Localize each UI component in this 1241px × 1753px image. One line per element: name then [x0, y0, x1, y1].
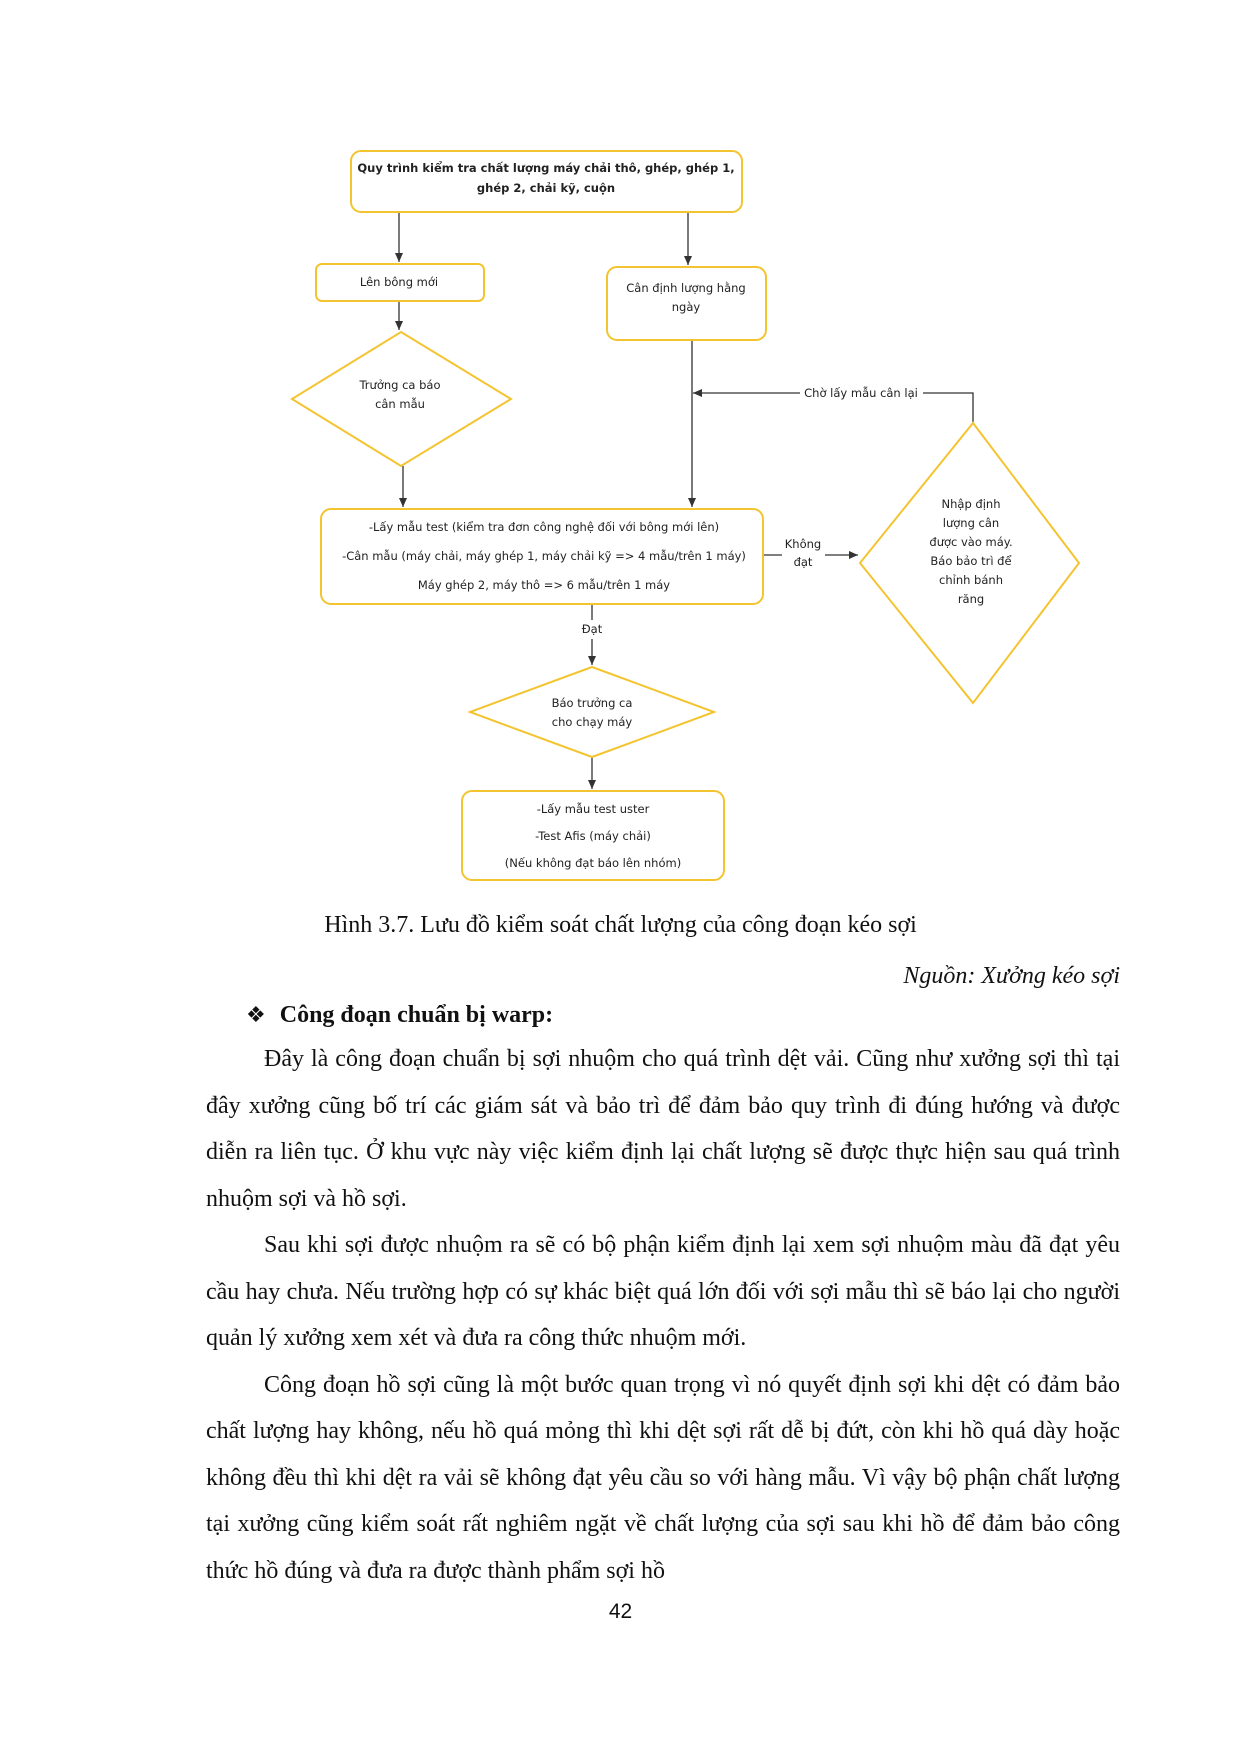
bottom-diamond-line-2: cho chạy máy	[551, 715, 633, 729]
retry-label: Chờ lấy mẫu cân lại	[804, 386, 918, 400]
bottom-diamond-line-1: Báo trưởng ca	[551, 696, 633, 710]
right-box-line-2: ngày	[671, 300, 701, 314]
left-diamond-line-2: cân mẫu	[375, 397, 425, 411]
fail-label-line-1: Không	[784, 537, 822, 551]
section-heading	[246, 1002, 553, 1029]
figure-source: Nguồn: Xưởng kéo sợi	[903, 963, 1120, 989]
right-diamond-line-6: răng	[957, 592, 985, 606]
section-heading-text: Công đoạn chuẩn bị warp:	[279, 1002, 554, 1028]
diamond-bullet-icon: ❖	[246, 1003, 266, 1028]
right-diamond-line-4: Báo bảo trì để	[930, 554, 1012, 568]
right-box-line-1: Cân định lượng hằng	[626, 281, 746, 295]
bottom-diamond	[470, 667, 714, 757]
paragraph: Sau khi sợi được nhuộm ra sẽ có bộ phận kiểm định lại xem sợi nhuộm màu đã đạt yêu cầu hay chưa. Nếu trường hợp có sự khác biệt quá lớn đối với sợi mẫu thì sẽ báo lại cho người quản lý xưởng xem xét và đưa ra công thức nhuộm mới.	[206, 1232, 1120, 1351]
test-box-line-1: -Lấy mẫu test (kiểm tra đơn công nghệ đối với bông mới lên)	[368, 520, 720, 534]
page-number: 42	[608, 1600, 633, 1623]
paragraph: Đây là công đoạn chuẩn bị sợi nhuộm cho quá trình dệt vải. Cũng như xưởng sợi thì tại đây xưởng cũng bố trí các giám sát và bảo trì để đảm bảo quy trình đi đúng hướng và được diễn ra liên tục. Ở khu vực này việc kiểm định lại chất lượng sẽ được thực hiện sau quá trình nhuộm sợi và hồ sợi.	[206, 1046, 1120, 1212]
fail-label-line-2: đạt	[793, 555, 813, 569]
pass-label: Đạt	[581, 622, 603, 636]
bottom-box-line-3: (Nếu không đạt báo lên nhóm)	[504, 856, 682, 870]
top-box-line-2: ghép 2, chải kỹ, cuộn	[476, 181, 616, 195]
bottom-box-line-2: -Test Afis (máy chải)	[535, 829, 651, 843]
left-diamond-line-1: Trưởng ca báo	[359, 378, 441, 392]
figure-caption: Hình 3.7. Lưu đồ kiểm soát chất lượng của công đoạn kéo sợi	[324, 912, 917, 938]
body-text	[206, 1036, 1120, 1594]
test-box-line-3: Máy ghép 2, máy thô => 6 mẫu/trên 1 máy	[417, 578, 671, 592]
top-box-line-1: Quy trình kiểm tra chất lượng máy chải thô, ghép, ghép 1,	[357, 161, 735, 175]
right-diamond-line-2: lượng cân	[942, 516, 1000, 530]
retry-line-right	[923, 393, 973, 423]
test-box-line-2: -Cân mẫu (máy chải, máy ghép 1, máy chải kỹ => 4 mẫu/trên 1 máy)	[342, 549, 746, 563]
paragraph: Công đoạn hồ sợi cũng là một bước quan trọng vì nó quyết định sợi khi dệt có đảm bảo chất lượng hay không, nếu hồ quá mỏng thì khi dệt sợi rất dễ bị đứt, còn khi hồ quá dày hoặc không đều thì khi dệt ra vải sẽ không đạt yêu cầu so với hàng mẫu. Vì vậy bộ phận chất lượng tại xưởng cũng kiểm soát rất nghiêm ngặt về chất lượng của sợi sau khi hồ để đảm bảo công thức hồ đúng và đưa ra được thành phẩm sợi hồ	[206, 1371, 1120, 1584]
right-diamond-line-1: Nhập định	[941, 497, 1001, 511]
left-box-label: Lên bông mới	[359, 275, 439, 289]
bottom-box-line-1: -Lấy mẫu test uster	[536, 802, 650, 816]
right-diamond-line-3: được vào máy.	[929, 535, 1013, 549]
right-diamond-line-5: chỉnh bánh	[939, 573, 1003, 587]
